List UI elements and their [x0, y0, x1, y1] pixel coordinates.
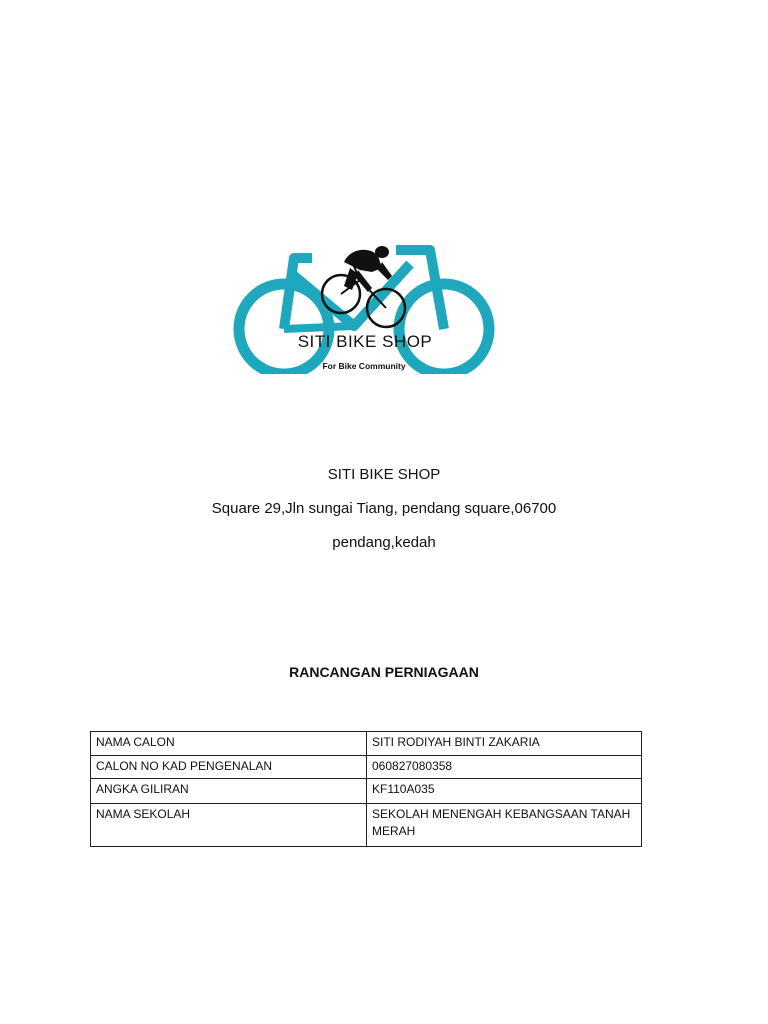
chain-stay-shape: [284, 326, 354, 329]
row-value: 060827080358: [367, 756, 642, 779]
logo-subtitle: For Bike Community: [322, 361, 406, 371]
row-label: NAMA CALON: [91, 732, 367, 756]
row-label: ANGKA GILIRAN: [91, 779, 367, 804]
row-label: NAMA SEKOLAH: [91, 804, 367, 847]
row-value: SEKOLAH MENENGAH KEBANGSAAN TANAH MERAH: [367, 804, 642, 847]
shop-logo: [232, 240, 498, 374]
shop-address-block: [0, 458, 768, 560]
row-value: SITI RODIYAH BINTI ZAKARIA: [367, 732, 642, 756]
shop-name: SITI BIKE SHOP: [327, 466, 441, 483]
row-label: CALON NO KAD PENGENALAN: [91, 756, 367, 779]
logo-title: SITI BIKE SHOP: [297, 332, 433, 351]
address-line: Square 29,Jln sungai Tiang, pendang square,06700: [211, 500, 557, 517]
table-row: [91, 779, 642, 804]
address-city: pendang,kedah: [332, 534, 436, 551]
bike-logo-icon: [232, 240, 498, 374]
table-row: [91, 804, 642, 847]
document-title: RANCANGAN PERNIAGAAN: [289, 664, 479, 680]
row-value: KF110A035: [367, 779, 642, 804]
table-row: [91, 756, 642, 779]
candidate-info-table: [90, 731, 642, 847]
table-row: [91, 732, 642, 756]
